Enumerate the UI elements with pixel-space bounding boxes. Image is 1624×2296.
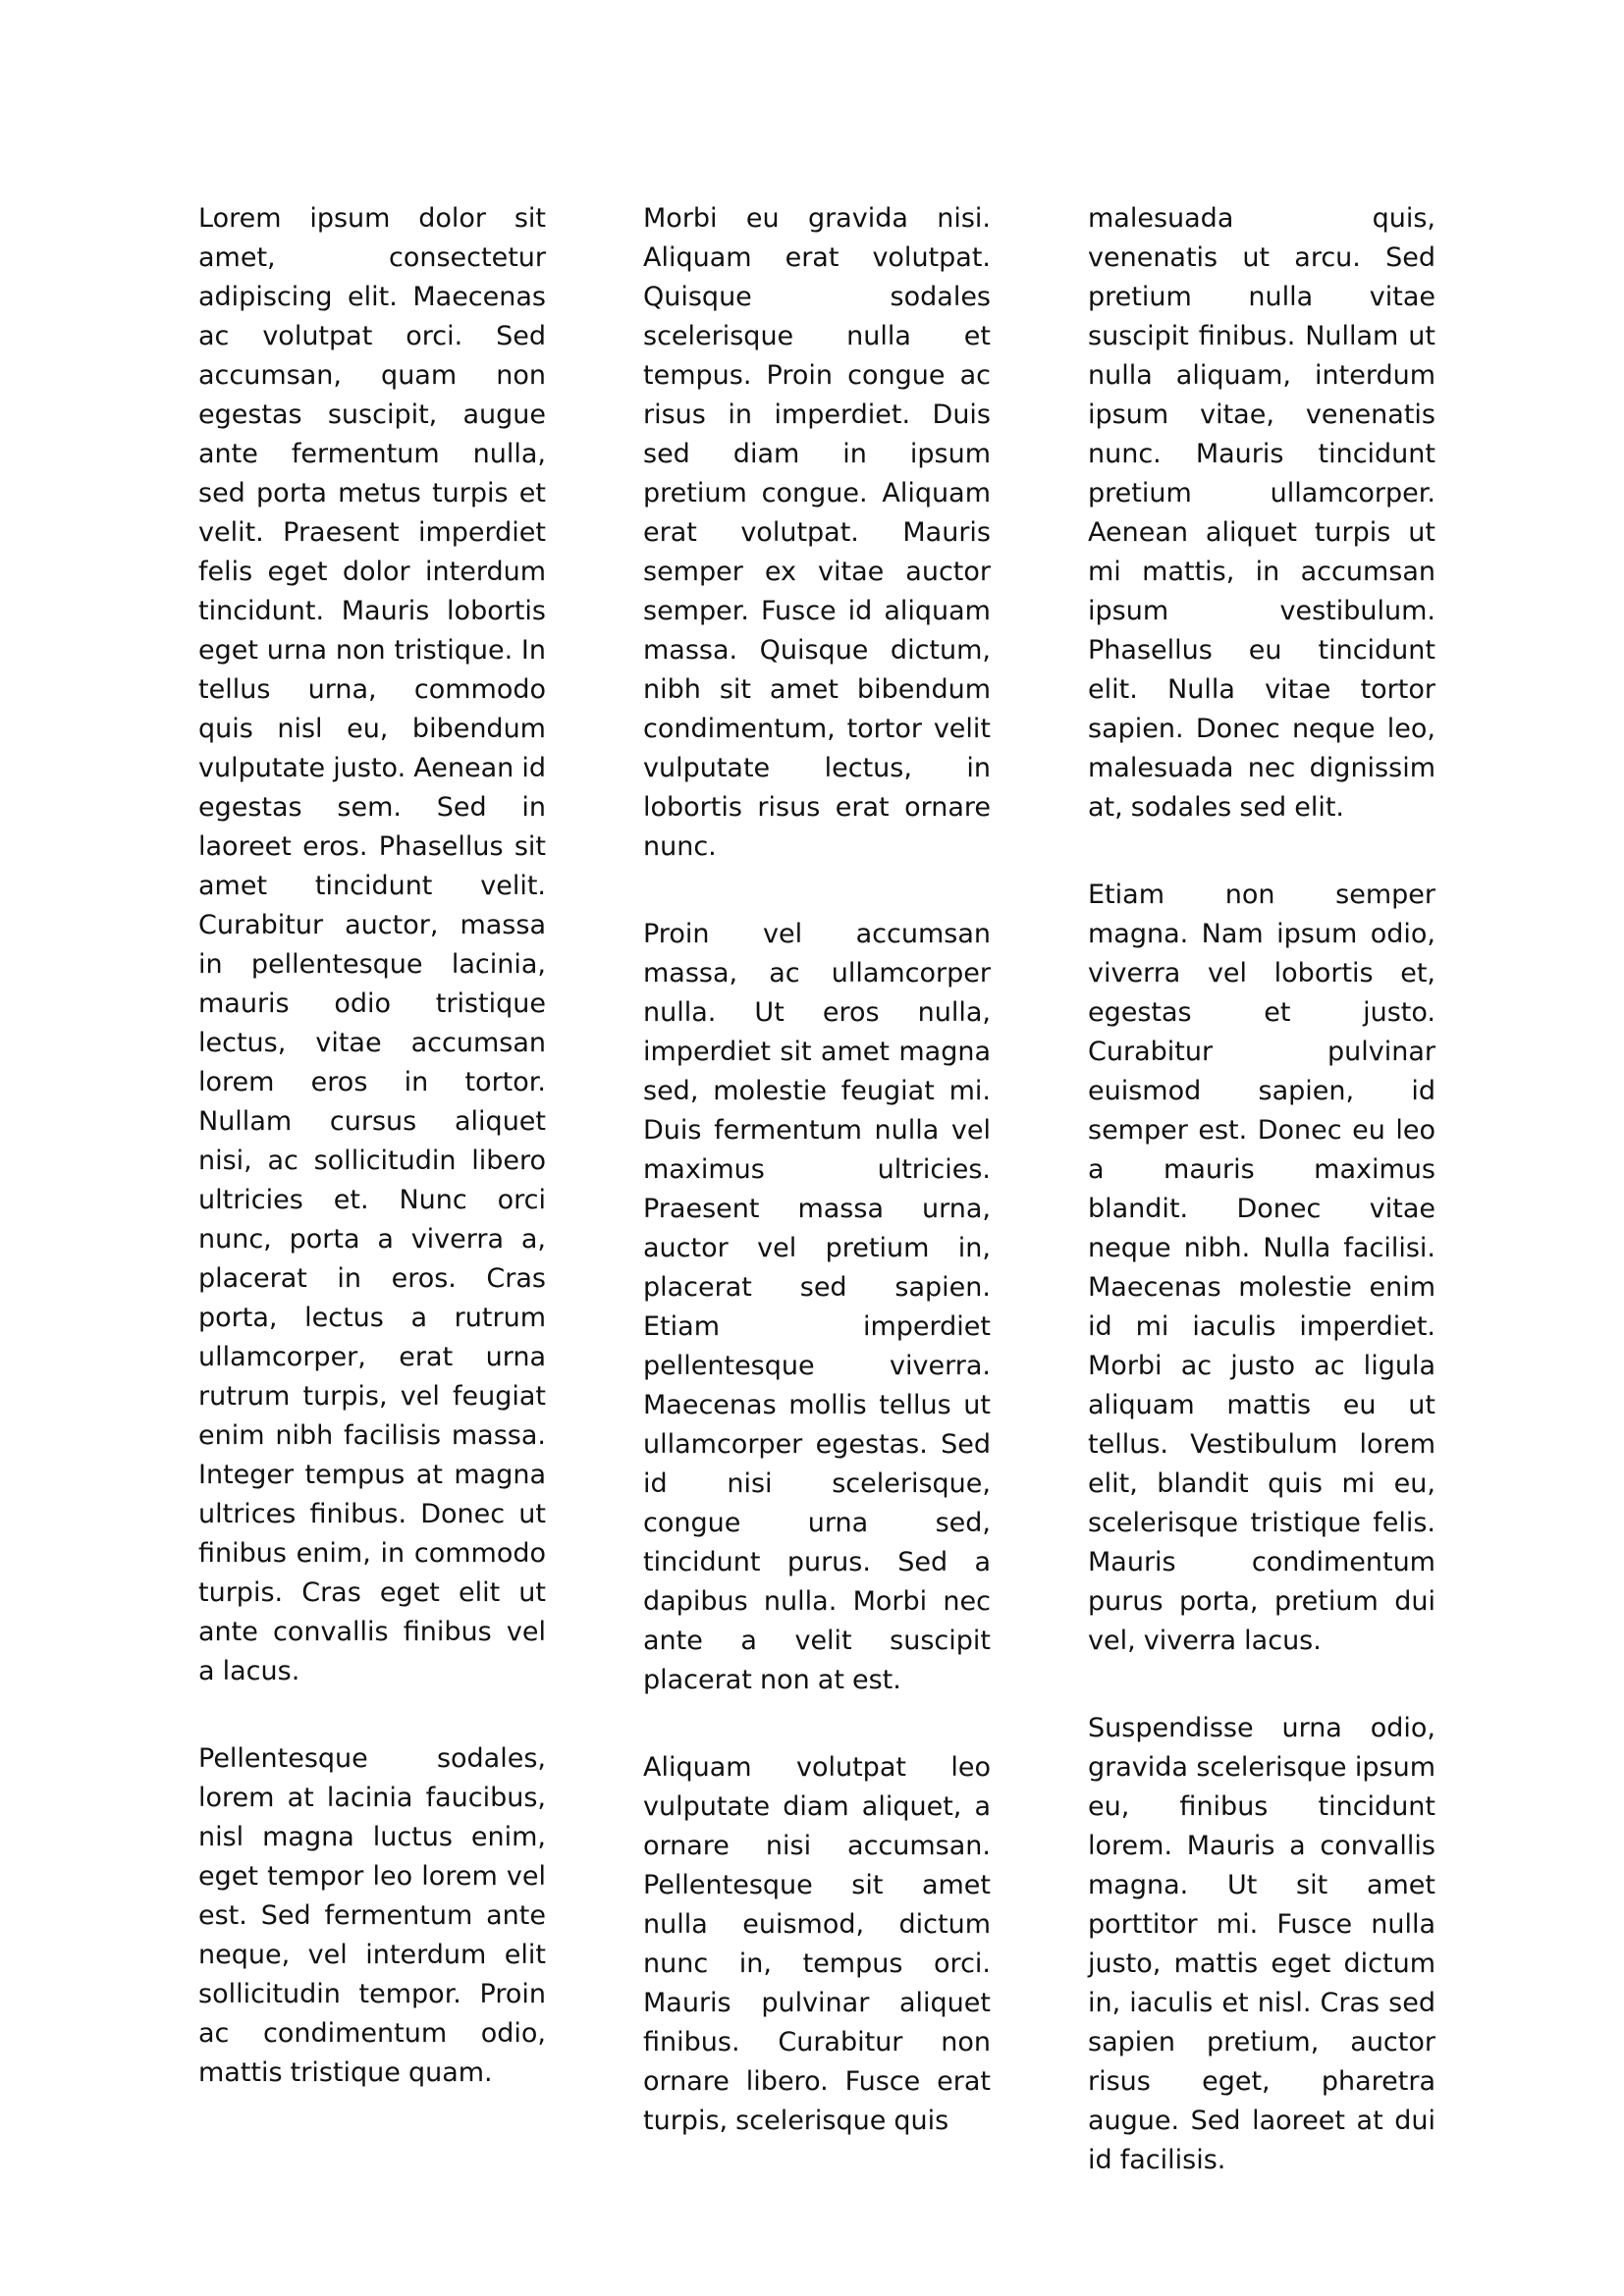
paragraph: Lorem ipsum dolor sit amet, consectetur adipiscing elit. Maecenas ac volutpat orci. Sed accumsan, quam non egestas suscipit, augue ante fermentum nulla, sed porta metus turpis et velit. Praesent imperdiet felis eget dolor interdum tincidunt. Mauris lobortis eget urna non tristique. In tellus urna, commodo quis nisl eu, bibendum vulputate justo. Aenean id egestas sem. Sed in laoreet eros. Phasellus sit amet tincidunt velit. Curabitur auctor, massa in pellentesque lacinia, mauris odio tristique lectus, vitae accumsan lorem eros in tortor. Nullam cursus aliquet nisi, ac sollicitudin libero ultricies et. Nunc orci nunc, porta a viverra a, placerat in eros. Cras porta, lectus a rutrum ullamcorper, erat urna rutrum turpis, vel feugiat enim nibh facilisis massa. Integer tempus at magna ultrices finibus. Donec ut finibus enim, in commodo turpis. Cras eget elit ut ante convallis finibus vel a lacus. bbox=[198, 203, 546, 1686]
paragraph: Morbi eu gravida nisi. Aliquam erat volutpat. Quisque sodales scelerisque nulla et tempus. Proin congue ac risus in imperdiet. Duis sed diam in ipsum pretium congue. Aliquam erat volutpat. Mauris semper ex vitae auctor semper. Fusce id aliquam massa. Quisque dictum, nibh sit amet bibendum condimentum, tortor velit vulputate lectus, in lobortis risus erat ornare nunc. bbox=[643, 203, 991, 862]
paragraph: Etiam non semper magna. Nam ipsum odio, viverra vel lobortis et, egestas et justo. Curabitur pulvinar euismod sapien, id semper est. Donec eu leo a mauris maximus blandit. Donec vitae neque nibh. Nulla facilisi. Maecenas molestie enim id mi iaculis imperdiet. Morbi ac justo ac ligula aliquam mattis eu ut tellus. Vestibulum lorem elit, blandit quis mi eu, scelerisque tristique felis. Mauris condimentum purus porta, pretium dui vel, viverra lacus. bbox=[1088, 880, 1435, 1656]
paragraph: Aliquam volutpat leo vulputate diam aliquet, a ornare nisi accumsan. Pellentesque sit amet nulla euismod, dictum nunc in, tempus orci. Mauris pulvinar aliquet finibus. Curabitur non ornare libero. Fusce erat turpis, scelerisque quis bbox=[643, 1752, 991, 2136]
paragraph: Proin vel accumsan massa, ac ullamcorper nulla. Ut eros nulla, imperdiet sit amet magna sed, molestie feugiat mi. Duis fermentum nulla vel maximus ultricies. Praesent massa urna, auctor vel pretium in, placerat sed sapien. Etiam imperdiet pellentesque viverra. Maecenas mollis tellus ut ullamcorper egestas. Sed id nisi scelerisque, congue urna sed, tincidunt purus. Sed a dapibus nulla. Morbi nec ante a velit suscipit placerat non at est. bbox=[643, 919, 991, 1695]
text-column-2 bbox=[643, 199, 991, 2189]
paragraph: Pellentesque sodales, lorem at lacinia faucibus, nisl magna luctus enim, eget tempor leo lorem vel est. Sed fermentum ante neque, vel interdum elit sollicitudin tempor. Proin ac condimentum odio, mattis tristique quam. bbox=[198, 1743, 546, 2088]
text-column-1 bbox=[198, 199, 546, 2141]
paragraph: Suspendisse urna odio, gravida scelerisque ipsum eu, finibus tincidunt lorem. Mauris a convallis magna. Ut sit amet porttitor mi. Fusce nulla justo, mattis eget dictum in, iaculis et nisl. Cras sed sapien pretium, auctor risus eget, pharetra augue. Sed laoreet at dui id facilisis. bbox=[1088, 1713, 1435, 2175]
text-column-3 bbox=[1088, 199, 1435, 2228]
paragraph: malesuada quis, venenatis ut arcu. Sed pretium nulla vitae suscipit finibus. Nullam ut nulla aliquam, interdum ipsum vitae, venenatis nunc. Mauris tincidunt pretium ullamcorper. Aenean aliquet turpis ut mi mattis, in accumsan ipsum vestibulum. Phasellus eu tincidunt elit. Nulla vitae tortor sapien. Donec neque leo, malesuada nec dignissim at, sodales sed elit. bbox=[1088, 203, 1435, 823]
